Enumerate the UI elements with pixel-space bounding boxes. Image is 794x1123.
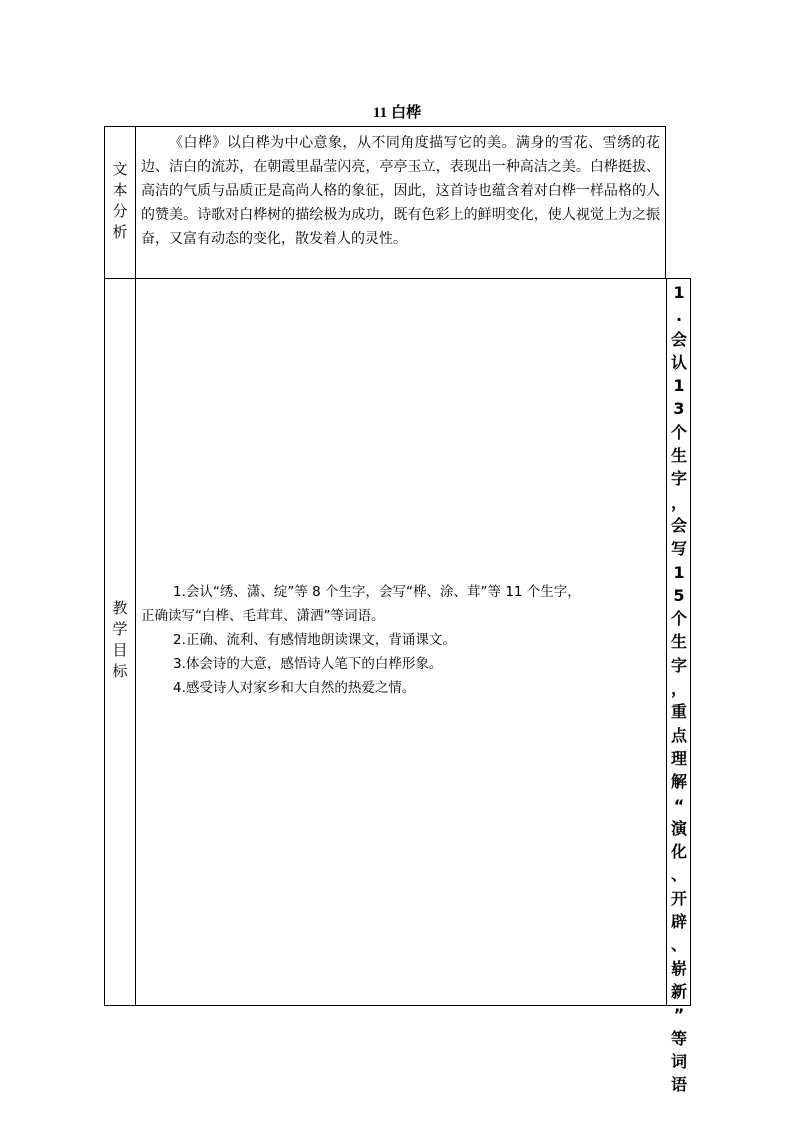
side-column-char: 、	[670, 935, 687, 955]
side-column-char: 个	[670, 422, 687, 442]
goals-label-char: 标	[112, 662, 128, 680]
table-border-right-upper	[665, 126, 666, 279]
side-column-char: 认	[670, 352, 687, 372]
side-column-char: 开	[670, 888, 687, 908]
side-column-char: 字	[670, 469, 687, 489]
table-border-top	[104, 126, 666, 127]
side-column-char: 写	[670, 539, 687, 559]
goal-item-1-line-1: 1.会认“绣、潇、绽”等 8 个生字，会写“桦、涂、茸”等 11 个生字，	[173, 584, 581, 600]
side-column-char: 崭	[670, 958, 687, 978]
side-column-char: 生	[670, 632, 687, 652]
side-column-char: 解	[670, 772, 687, 792]
goal-item-1-line-2: 正确读写“白桦、毛茸茸、潇洒”等词语。	[141, 608, 385, 624]
side-column-char: 会	[670, 515, 687, 535]
label-column-divider	[135, 126, 136, 1006]
table-border-bottom	[104, 1005, 691, 1006]
document-title	[0, 101, 794, 122]
goal-item-3: 3.体会诗的大意，感悟诗人笔下的白桦形象。	[173, 656, 443, 672]
side-column-char: 字	[670, 655, 687, 675]
goals-label	[105, 598, 135, 682]
side-column-char: 3	[673, 399, 685, 419]
side-column-text	[667, 281, 691, 1095]
analysis-label-char: 文	[112, 160, 128, 178]
goal-item-2: 2.正确、流利、有感情地朗读课文，背诵课文。	[173, 632, 456, 648]
side-column-char: 、	[670, 865, 687, 885]
side-column-char: 化	[670, 842, 687, 862]
goals-label-char: 学	[112, 620, 128, 638]
goals-label-char: 教	[112, 599, 128, 617]
side-column-char: 1	[673, 283, 685, 302]
side-column-char: 生	[670, 446, 687, 466]
side-column-char: 重	[670, 702, 687, 722]
analysis-label-char: 分	[112, 202, 128, 220]
side-column-char: 1	[673, 562, 685, 582]
title-number: 11	[372, 105, 388, 121]
goals-label-char: 目	[112, 641, 128, 659]
side-column-char: ，	[670, 679, 687, 699]
side-column-char: 等	[670, 1028, 687, 1048]
table-border-mid	[104, 278, 691, 279]
side-column-char: 演	[670, 818, 687, 838]
side-column-char: ，	[670, 492, 687, 512]
side-column-char: 辟	[670, 912, 687, 932]
side-column-char: 会	[670, 329, 687, 349]
side-column-char: 5	[673, 585, 685, 605]
goal-item-4: 4.感受诗人对家乡和大自然的热爱之情。	[173, 680, 416, 696]
side-column-char: 理	[670, 748, 687, 768]
side-column-char: 个	[670, 609, 687, 629]
side-column-char: 新	[670, 981, 687, 1001]
analysis-label	[105, 159, 135, 243]
side-column-char: ”	[673, 1005, 685, 1025]
analysis-paragraph: 《白桦》以白桦为中心意象，从不同角度描写它的美。满身的雪花、雪绣的花边、洁白的流苏，在朝霞里晶莹闪亮，亭亭玉立，表现出一种高洁之美。白桦挺拔、高洁的气质与品质正是高尚人格的象征，因此，这首诗也蕴含着对白桦一样品格的人的赞美。诗歌对白桦树的描绘极为成功，既有色彩上的鲜明变化，使人视觉上为之振奋，又富有动态的变化，散发着人的灵性。	[141, 135, 660, 247]
title-text: 白桦	[391, 103, 422, 121]
goals-list	[141, 580, 661, 700]
side-column-char: “	[673, 795, 685, 815]
side-column-char: 点	[670, 725, 687, 745]
side-column-char: 语	[670, 1075, 687, 1095]
side-column-char: .	[675, 306, 683, 326]
analysis-label-char: 析	[112, 223, 128, 241]
side-column-char: 词	[670, 1051, 687, 1071]
side-column-char: 1	[673, 376, 685, 396]
table-border-left	[104, 126, 105, 1006]
analysis-label-char: 本	[112, 181, 128, 199]
